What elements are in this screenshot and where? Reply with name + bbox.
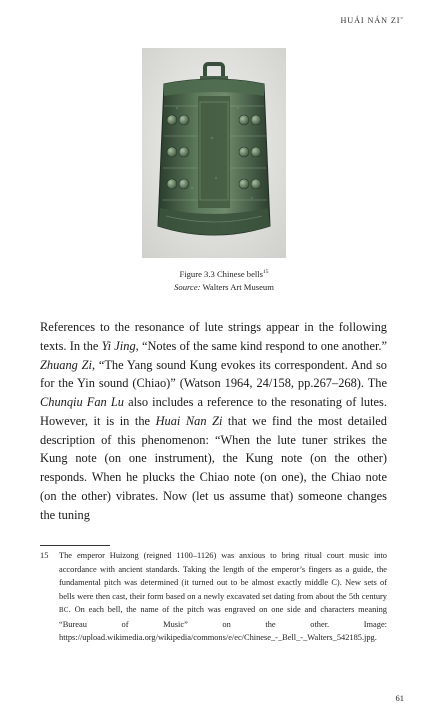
title-yi-jing: Yi Jing (101, 338, 136, 353)
footnote-rule (40, 545, 110, 546)
footnote-ref: 15 (263, 269, 269, 275)
figure-bell-photo (142, 48, 286, 258)
footnote (40, 549, 387, 645)
running-head: HUÁI NÁN ZIˇ (340, 16, 404, 25)
title-chunqiu-fan-lu: Chunqiu Fan Lu (40, 395, 124, 409)
title-huai-nan-zi: Huai Nan Zi (155, 413, 223, 428)
source-label: Source: (174, 281, 201, 292)
title-zhuang-zi: Zhuang Zi (40, 357, 92, 372)
caption-label: Figure 3.3 Chinese bells (179, 269, 264, 279)
source-line (0, 281, 448, 294)
page-number: 61 (395, 693, 404, 703)
bell-image (142, 48, 286, 258)
bc-smallcaps: BC (59, 607, 69, 614)
footnote-text: The emperor Huizong (reigned 1100–1126) was anxious to bring ritual court music into accordance with ancient standards. Taking the length of the emperor’s fingers as a guide, the fundamental pitch was determined (it turned out to be almost exactly middle C). New sets of bells were then cast, their form based on a newly excavated set dating from about the 5th century BC. On each bell, the name of the pitch was engraved on one side and characters meaning “Bureau of Music” on the other. Image: https://upload.wikimedia.org/wikipedia/commons/e/ec/Chinese_-_Bell_-_Walters_542185.jpg. (59, 551, 387, 642)
caption-line (0, 266, 448, 281)
footnote-number: 15 (40, 551, 49, 560)
source-text: Walters Art Museum (200, 281, 274, 292)
body-paragraph: References to the resonance of lute strings appear in the following texts. In the Yi Jing, “Notes of the same kind respond to one another.” Zhuang Zi, “The Yang sound Kung evokes its correspondent. And so for the Yin sound (Chiao)” (Watson 1964, 24/158, pp.267–268). The Chunqiu Fan Lu also includes a reference to the resonating of lutes. However, it is in the Huai Nan Zi that we find the most detailed description of this phenomenon: “When the lute tuner strikes the Kung note (on one instrument), the Kung note (on the other) responds. When he plucks the Chiao note (on one), the Chiao note (on the other) vibrates. Now (let us assume that) someone changes the tuning (40, 320, 387, 522)
figure-caption (0, 266, 448, 293)
